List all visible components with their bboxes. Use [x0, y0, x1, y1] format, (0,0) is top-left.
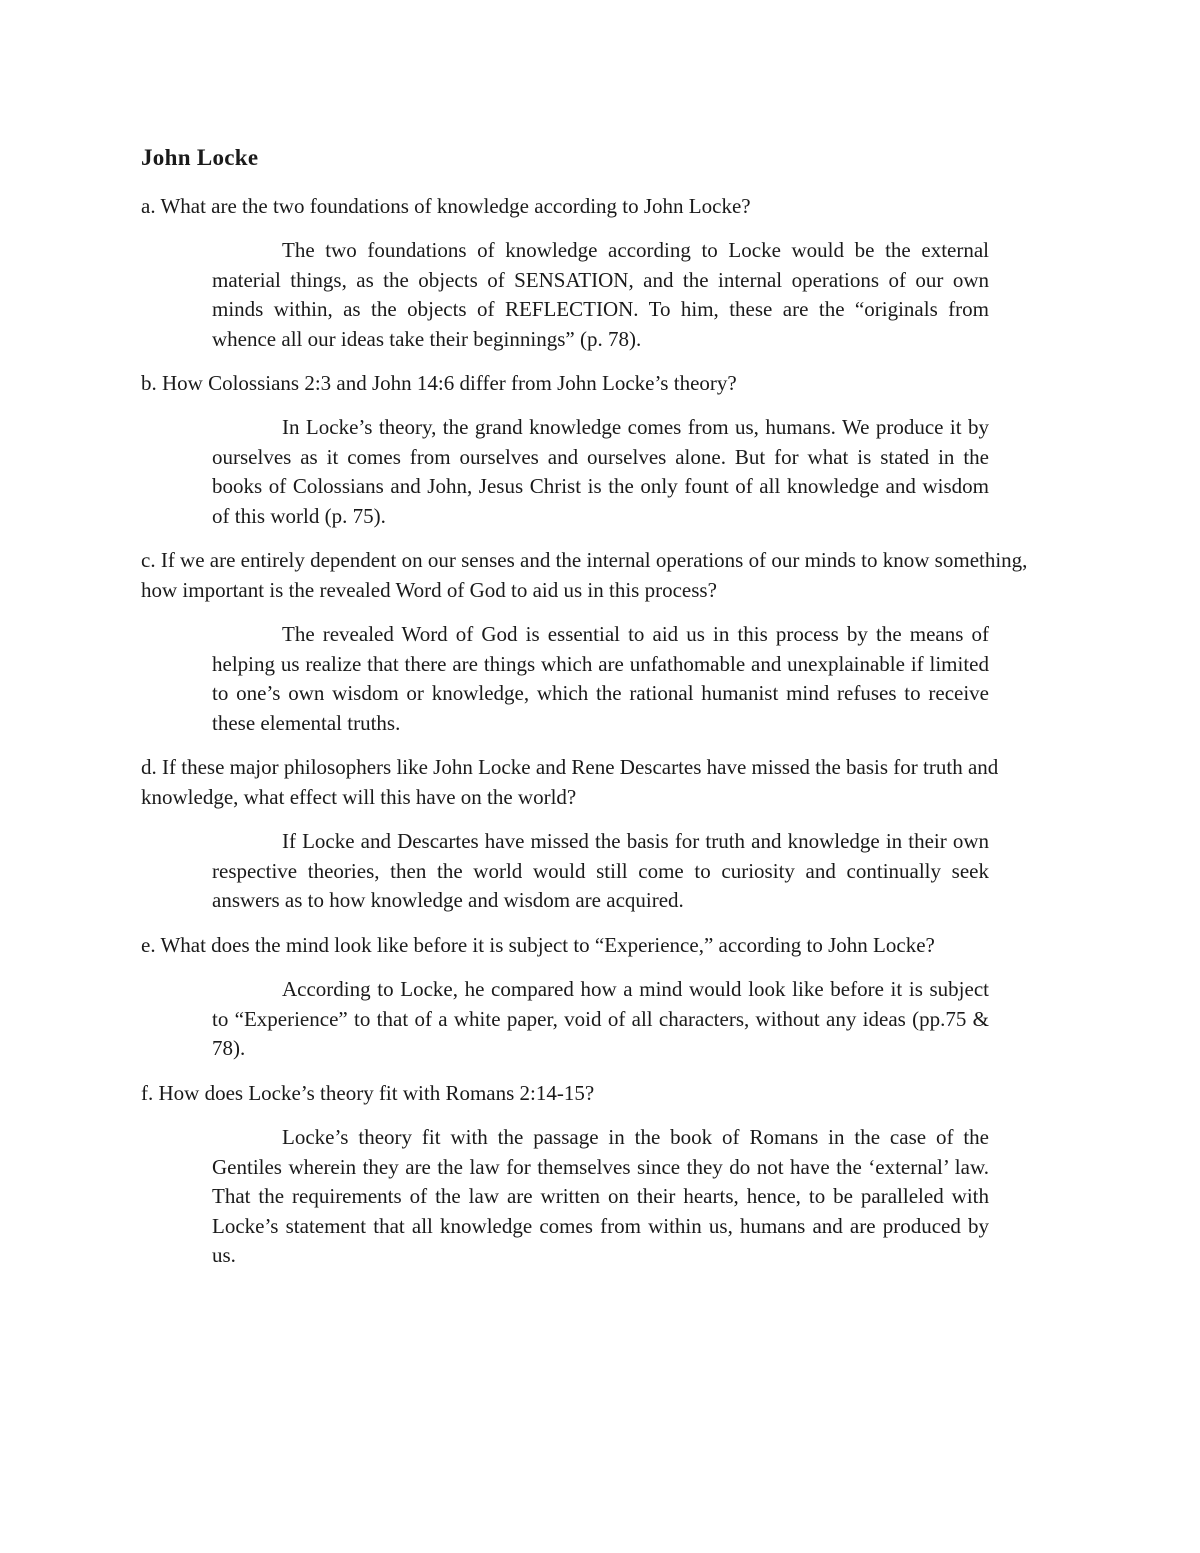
question-e: e. What does the mind look like before it is subject to “Experience,” according to John Locke?	[141, 933, 935, 957]
question-f: f. How does Locke’s theory fit with Romans 2:14-15?	[141, 1081, 595, 1105]
question-d: d. If these major philosophers like John Locke and Rene Descartes have missed the basis for truth and knowledge, what effect will this have on the world?	[141, 755, 999, 809]
document-title: John Locke	[141, 145, 259, 170]
question-c: c. If we are entirely dependent on our senses and the internal operations of our minds to know something, how important is the revealed Word of God to aid us in this process?	[141, 548, 1028, 602]
answer-b: In Locke’s theory, the grand knowledge comes from us, humans. We produce it by ourselves as it comes from ourselves and ourselves alone. But for what is stated in the books of Colossians and John, Jesus Christ is the only fount of all knowledge and wisdom of this world (p. 75).	[212, 415, 989, 528]
question-a: a. What are the two foundations of knowledge according to John Locke?	[141, 194, 751, 218]
answer-e: According to Locke, he compared how a mind would look like before it is subject to “Experience” to that of a white paper, void of all characters, without any ideas (pp.75 & 78).	[212, 977, 989, 1060]
answer-f: Locke’s theory fit with the passage in the book of Romans in the case of the Gentiles wherein they are the law for themselves since they do not have the ‘external’ law. That the requirements of the law are written on their hearts, hence, to be paralleled with Locke’s statement that all knowledge comes from within us, humans and are produced by us.	[212, 1125, 989, 1267]
answer-d: If Locke and Descartes have missed the basis for truth and knowledge in their own respective theories, then the world would still come to curiosity and continually seek answers as to how knowledge and wisdom are acquired.	[212, 829, 989, 912]
answer-c: The revealed Word of God is essential to aid us in this process by the means of helping us realize that there are things which are unfathomable and unexplainable if limited to one’s own wisdom or knowledge, which the rational humanist mind refuses to receive these elemental truths.	[212, 622, 989, 735]
answer-a: The two foundations of knowledge according to Locke would be the external material things, as the objects of SENSATION, and the internal operations of our own minds within, as the objects of REFLECTION. To him, these are the “originals from whence all our ideas take their beginnings” (p. 78).	[212, 238, 989, 351]
question-b: b. How Colossians 2:3 and John 14:6 differ from John Locke’s theory?	[141, 371, 737, 395]
